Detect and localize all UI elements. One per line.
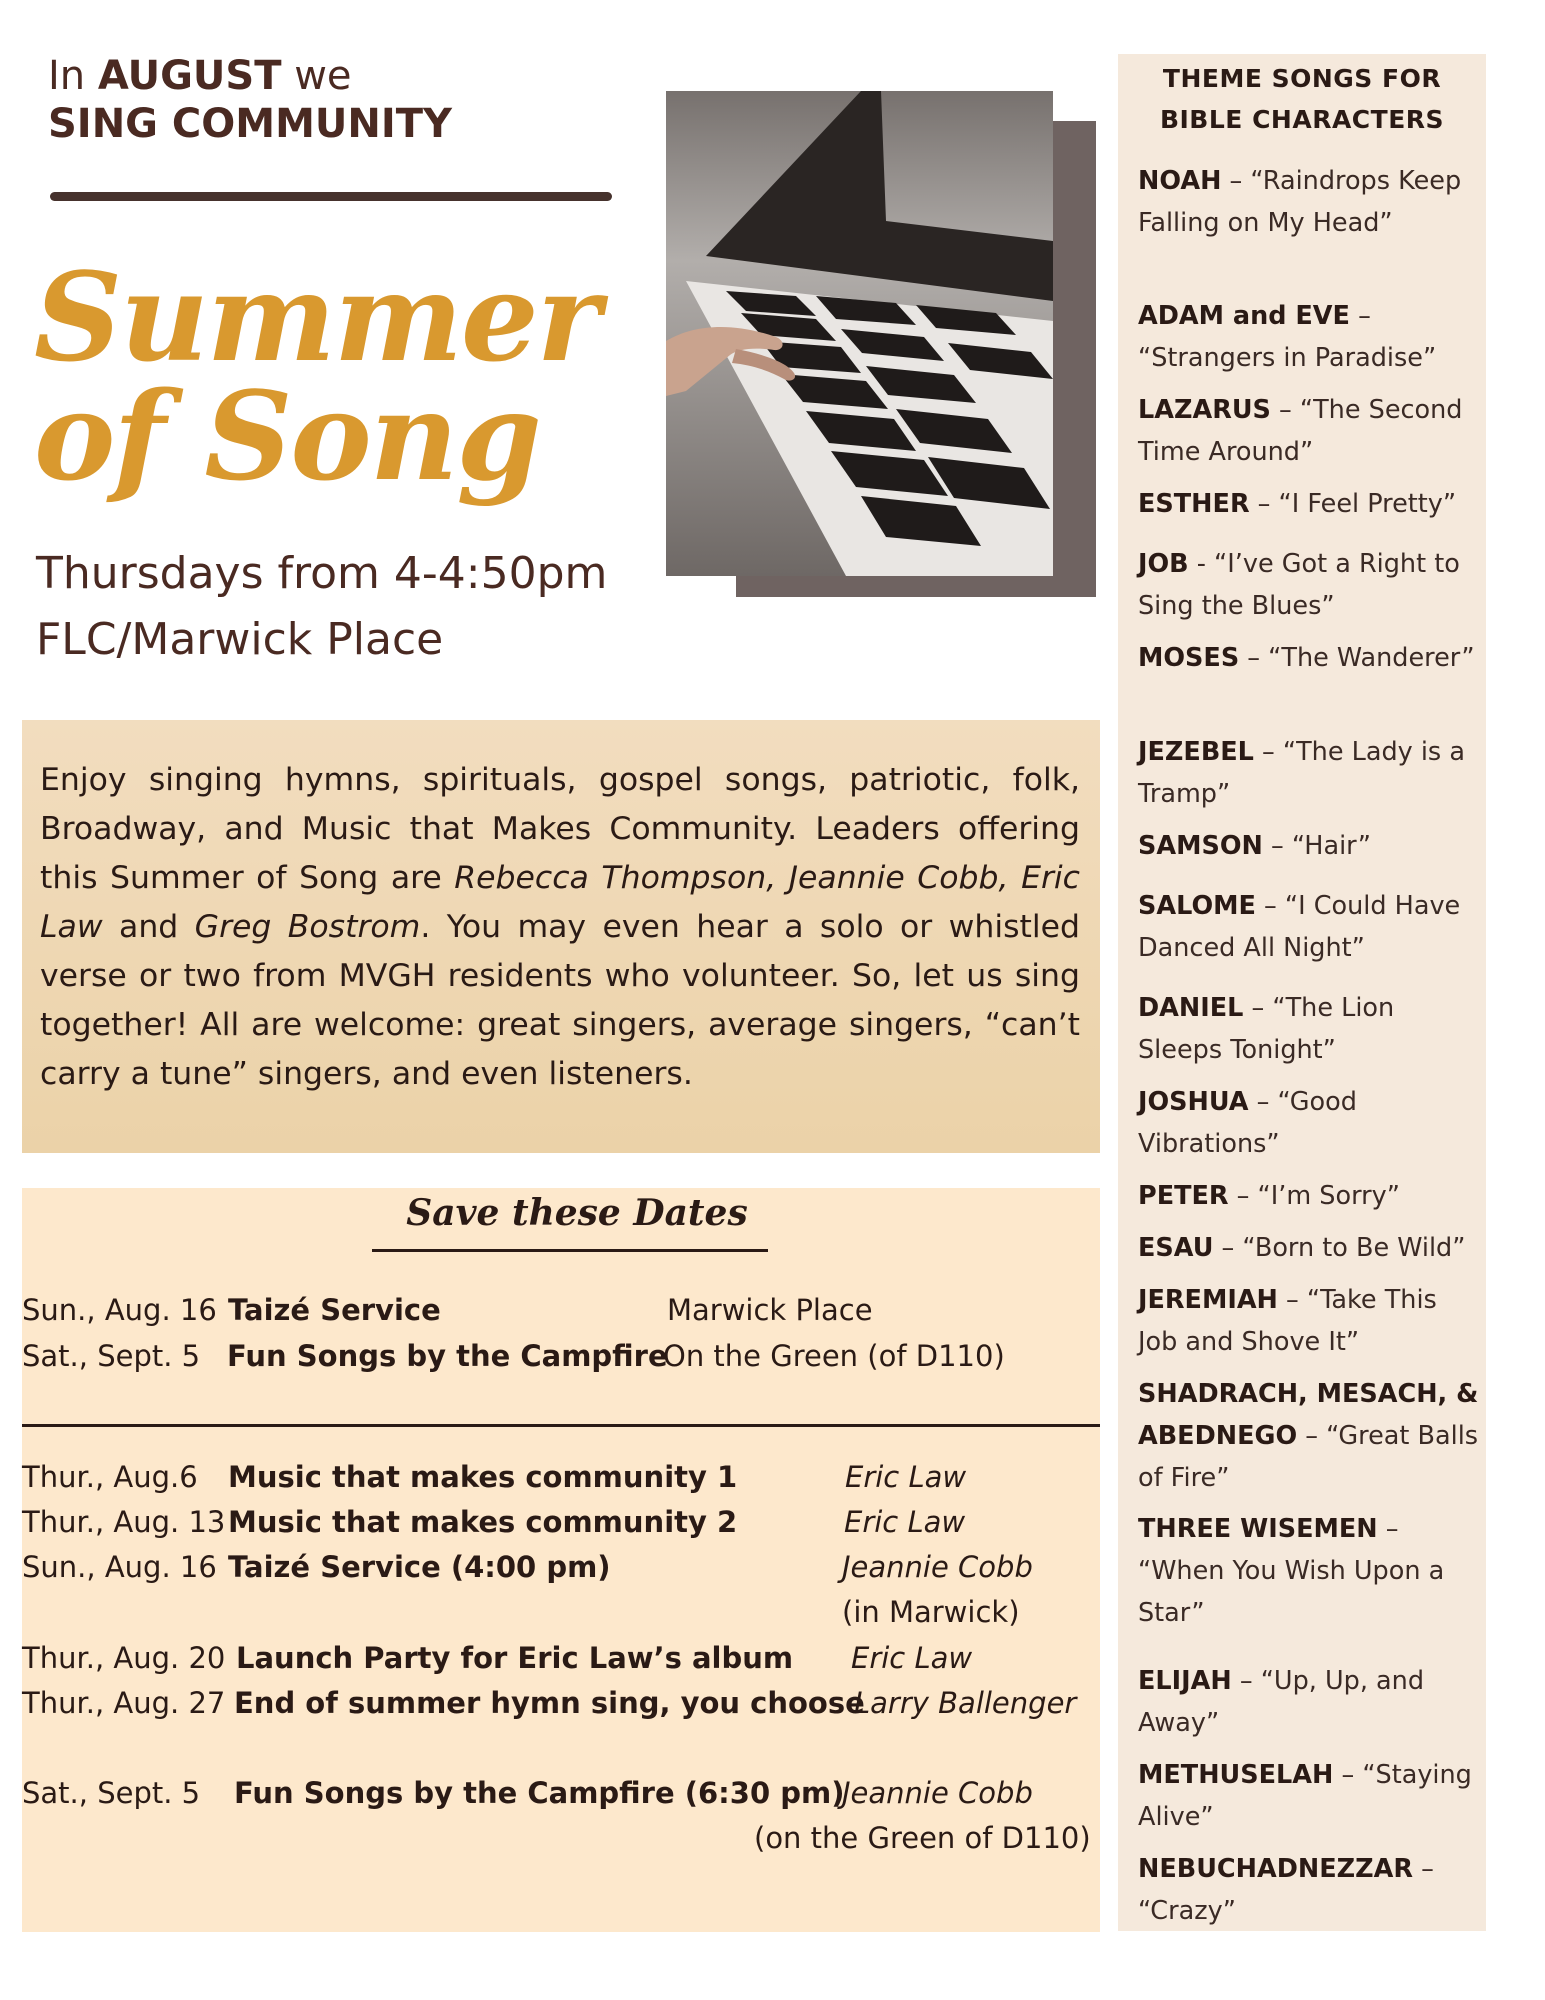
leader-label: Jeannie Cobb: [842, 1776, 1033, 1810]
description-and: and: [102, 909, 195, 945]
header: [48, 52, 452, 148]
header-post: we: [281, 53, 352, 99]
character-name: NOAH: [1138, 166, 1222, 196]
title-line-1: Summer: [34, 245, 599, 389]
date-label: Thur., Aug. 27: [22, 1686, 226, 1720]
character-name: THREE WISEMEN: [1138, 1514, 1378, 1544]
character-item: [1138, 637, 1483, 679]
description-leaders-2: Greg Bostrom: [194, 909, 421, 945]
character-song: - “I’ve Got a Right to Sing the Blues”: [1138, 549, 1460, 621]
character-name: METHUSELAH: [1138, 1760, 1334, 1790]
header-pre: In: [48, 53, 98, 99]
leader-label: Jeannie Cobb: [842, 1550, 1033, 1584]
character-item: [1138, 295, 1483, 379]
character-item: [1138, 1848, 1483, 1932]
character-song: – “The Second Time Around”: [1138, 395, 1463, 467]
character-song: – “Staying Alive”: [1138, 1760, 1472, 1832]
character-song: – “Strangers in Paradise”: [1138, 301, 1437, 373]
character-song: – “Take This Job and Shove It”: [1138, 1285, 1437, 1357]
character-name: PETER: [1138, 1181, 1229, 1211]
event-label: Taizé Service (4:00 pm): [228, 1550, 611, 1584]
character-name: NEBUCHADNEZZAR: [1138, 1854, 1413, 1884]
character-song: – “Great Balls of Fire”: [1138, 1421, 1479, 1493]
date-label: Sun., Aug. 16: [22, 1293, 217, 1327]
character-song: – “I’m Sorry”: [1228, 1181, 1400, 1211]
character-item: [1138, 1081, 1483, 1165]
character-song: – “When You Wish Upon a Star”: [1138, 1514, 1445, 1628]
character-song: – “I Could Have Danced All Night”: [1138, 891, 1461, 963]
date-label: Thur., Aug. 13: [22, 1505, 226, 1539]
character-name: ESAU: [1138, 1233, 1214, 1263]
character-song: – “Hair”: [1262, 831, 1371, 861]
location-note: (on the Green of D110): [754, 1821, 1091, 1855]
character-item: [1138, 1227, 1483, 1269]
piano-illustration: [666, 91, 1053, 576]
date-label: Sat., Sept. 5: [22, 1776, 201, 1810]
leader-label: Eric Law: [845, 1460, 967, 1494]
schedule-time: Thursdays from 4-4:50pm: [36, 548, 608, 599]
character-song: – “The Wanderer”: [1239, 643, 1475, 673]
character-item: [1138, 483, 1483, 525]
character-name: ESTHER: [1138, 489, 1250, 519]
event-label: Music that makes community 2: [228, 1505, 738, 1539]
character-name: ADAM and EVE: [1138, 301, 1350, 331]
header-theme: SING COMMUNITY: [48, 101, 452, 147]
character-item: [1138, 1279, 1483, 1363]
character-song: – “Raindrops Keep Falling on My Head”: [1138, 166, 1462, 238]
leader-label: Eric Law: [844, 1505, 966, 1539]
schedule-place: FLC/Marwick Place: [36, 614, 444, 665]
character-name: JOSHUA: [1138, 1087, 1249, 1117]
header-line-1: [48, 52, 452, 100]
character-song: – “Crazy”: [1138, 1854, 1434, 1926]
character-item: [1138, 1754, 1483, 1838]
character-song: – “I Feel Pretty”: [1249, 489, 1457, 519]
character-item: [1138, 543, 1483, 627]
character-name: ELIJAH: [1138, 1666, 1232, 1696]
description-leaders-1: Rebecca Thompson, Jeannie Cobb, Eric Law: [40, 860, 1080, 945]
leader-label: Eric Law: [851, 1641, 973, 1675]
header-line-2: [48, 100, 452, 148]
character-item: [1138, 1508, 1483, 1634]
sidebar-title-line-1: THEME SONGS FOR: [1162, 64, 1442, 93]
character-song: – “Born to Be Wild”: [1213, 1233, 1466, 1263]
character-song: – “Good Vibrations”: [1138, 1087, 1357, 1159]
location-note: (in Marwick): [842, 1595, 1020, 1629]
character-name: SAMSON: [1138, 831, 1263, 861]
character-name: SHADRACH, MESACH, & ABEDNEGO: [1138, 1379, 1479, 1451]
leader-label: Larry Ballenger: [854, 1686, 1077, 1720]
character-name: JEREMIAH: [1138, 1285, 1278, 1315]
character-item: [1138, 1660, 1483, 1744]
character-item: [1138, 987, 1483, 1071]
location-label: Marwick Place: [667, 1293, 873, 1327]
event-label: Taizé Service: [228, 1293, 441, 1327]
character-name: LAZARUS: [1138, 395, 1271, 425]
character-song: – “The Lion Sleeps Tonight”: [1138, 993, 1395, 1065]
description-text: [40, 756, 1080, 1099]
event-label: End of summer hymn sing, you choose: [234, 1686, 865, 1720]
sidebar-title: [1118, 58, 1486, 140]
location-label: On the Green (of D110): [663, 1339, 1005, 1373]
sidebar-title-line-2: BIBLE CHARACTERS: [1159, 105, 1445, 134]
date-label: Thur., Aug.6: [22, 1460, 198, 1494]
character-item: [1138, 885, 1483, 969]
header-month: AUGUST: [97, 53, 282, 99]
dates-title: Save these Dates: [406, 1192, 748, 1234]
event-label: Launch Party for Eric Law’s album: [236, 1641, 794, 1675]
character-song: – “The Lady is a Tramp”: [1138, 737, 1465, 809]
description-part-2: . You may even hear a solo or whistled verse or two from MVGH residents who volunteer. So, let us sing together! All are welcome: great singers, average singers, “can’t carry a tune” singers, and even listeners.: [40, 909, 1080, 1092]
date-label: Thur., Aug. 20: [22, 1641, 226, 1675]
header-divider: [50, 192, 612, 201]
character-name: JEZEBEL: [1138, 737, 1254, 767]
character-item: [1138, 1373, 1483, 1499]
character-name: JOB: [1138, 549, 1189, 579]
character-name: MOSES: [1138, 643, 1240, 673]
title-line-2: of Song: [34, 364, 540, 508]
date-label: Sun., Aug. 16: [22, 1550, 217, 1584]
event-label: Fun Songs by the Campfire (6:30 pm): [234, 1776, 845, 1810]
character-item: [1138, 160, 1483, 244]
character-item: [1138, 731, 1483, 815]
dates-title-underline: [372, 1249, 768, 1252]
character-name: SALOME: [1138, 891, 1256, 921]
event-label: Fun Songs by the Campfire: [227, 1339, 668, 1373]
piano-photo: [666, 91, 1053, 576]
character-item: [1138, 389, 1483, 473]
date-label: Sat., Sept. 5: [22, 1339, 201, 1373]
event-label: Music that makes community 1: [228, 1460, 738, 1494]
description-part-1: Enjoy singing hymns, spirituals, gospel songs, patriotic, folk, Broadway, and Music that Makes Community. Leaders offering this Summer of Song are: [40, 762, 1080, 896]
character-name: DANIEL: [1138, 993, 1244, 1023]
character-item: [1138, 1175, 1483, 1217]
dates-divider: [22, 1424, 1100, 1427]
character-song: – “Up, Up, and Away”: [1138, 1666, 1425, 1738]
character-item: [1138, 825, 1483, 867]
